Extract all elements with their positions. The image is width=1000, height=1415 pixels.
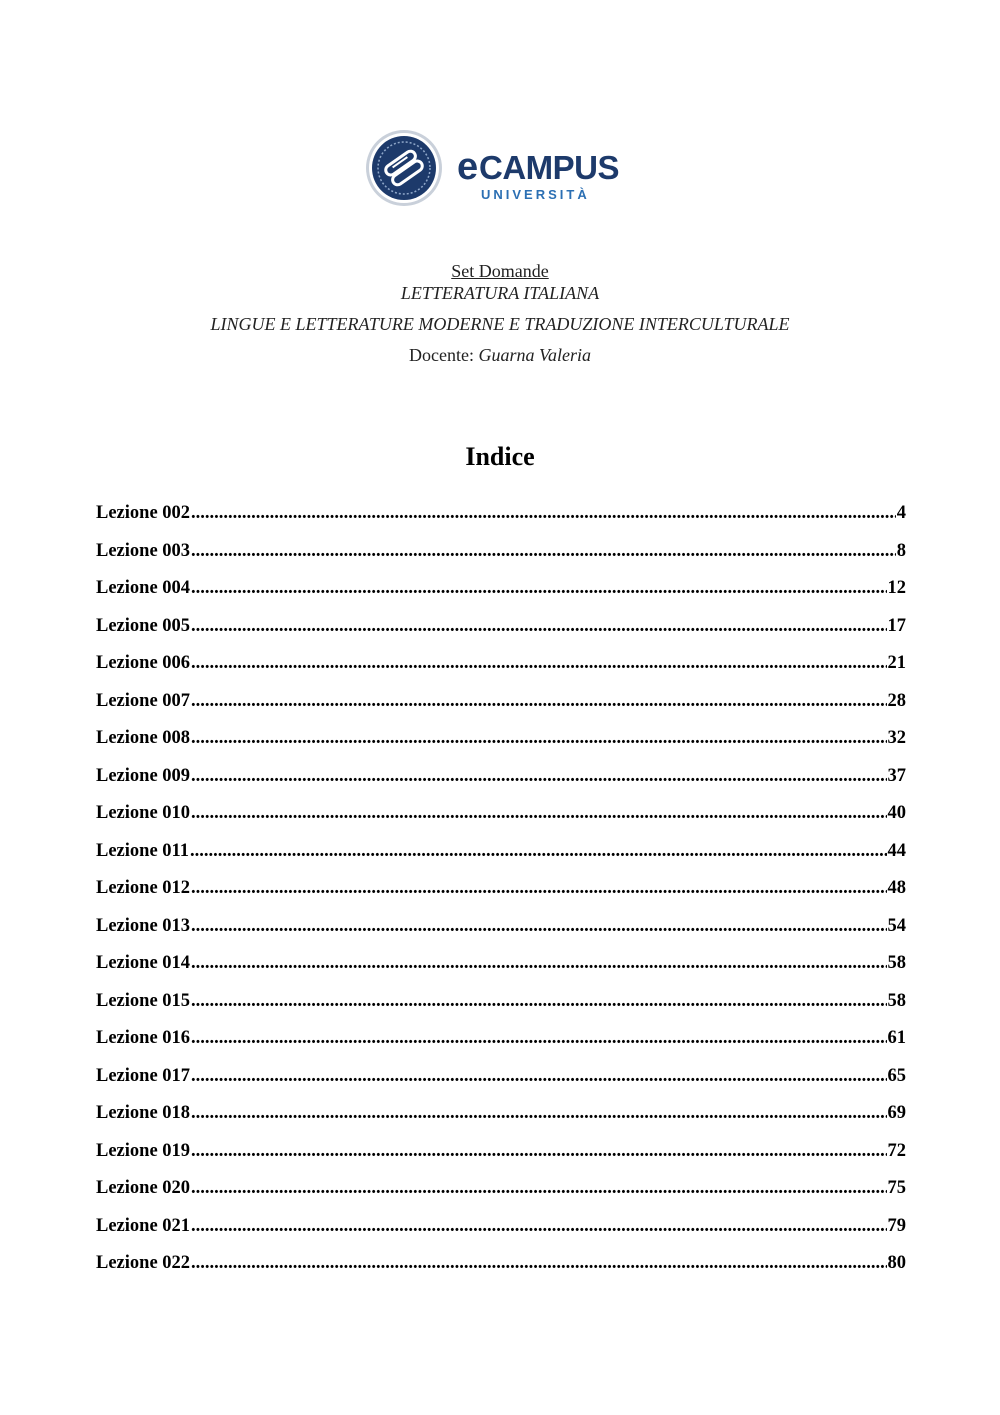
toc-entry-label: Lezione 003 xyxy=(96,540,191,561)
toc-entry-label: Lezione 008 xyxy=(96,728,191,748)
course-title: LETTERATURA ITALIANA xyxy=(400,283,600,303)
toc-entry-page: 65 xyxy=(887,1065,906,1086)
toc-entry-label: Lezione 005 xyxy=(96,615,191,636)
toc-entry[interactable] xyxy=(96,1253,906,1291)
toc-entry[interactable] xyxy=(96,991,906,1029)
toc-dot-leader xyxy=(191,916,886,937)
toc-entry-label: Lezione 004 xyxy=(96,578,191,598)
toc-entry[interactable] xyxy=(96,953,906,991)
toc-entry-label: Lezione 011 xyxy=(96,840,190,861)
brand-sub: UNIVERSITÀ xyxy=(481,187,590,202)
toc-dot-leader xyxy=(191,616,886,637)
toc-entry-page: 54 xyxy=(887,915,906,936)
degree-title: LINGUE E LETTERATURE MODERNE E TRADUZIONE INTERCULTURALE xyxy=(210,314,790,334)
toc-entry-label: Lezione 020 xyxy=(96,1178,191,1198)
toc-entry-label: Lezione 018 xyxy=(96,1103,191,1123)
toc-dot-leader xyxy=(191,991,886,1012)
toc-entry-page: 61 xyxy=(887,1028,906,1048)
toc-entry[interactable] xyxy=(96,616,906,654)
toc-dot-leader xyxy=(191,1216,886,1237)
toc-entry[interactable] xyxy=(96,1178,906,1216)
toc-entry[interactable] xyxy=(96,1216,906,1254)
toc-entry-page: 17 xyxy=(887,615,906,636)
toc-entry-label: Lezione 022 xyxy=(96,1253,191,1273)
toc-entry[interactable] xyxy=(96,1066,906,1104)
toc-entry[interactable] xyxy=(96,578,906,616)
toc-entry-page: 37 xyxy=(887,765,906,786)
toc-entry-label: Lezione 009 xyxy=(96,765,191,786)
ecampus-emblem-icon xyxy=(366,130,442,206)
toc-dot-leader xyxy=(191,503,896,524)
toc-entry-page: 69 xyxy=(887,1103,906,1123)
toc-dot-leader xyxy=(191,1253,886,1274)
toc-entry-page: 28 xyxy=(887,690,906,711)
toc-entry[interactable] xyxy=(96,803,906,841)
toc-entry-label: Lezione 007 xyxy=(96,690,191,711)
teacher-line xyxy=(0,344,1000,366)
toc-entry-label: Lezione 010 xyxy=(96,803,191,823)
ecampus-logo xyxy=(365,127,635,209)
toc-entry[interactable] xyxy=(96,728,906,766)
toc-entry-page: 44 xyxy=(887,840,906,861)
toc-entry[interactable] xyxy=(96,541,906,579)
toc-dot-leader xyxy=(191,653,886,674)
toc-entry-page: 48 xyxy=(887,878,906,898)
teacher-prefix: Docente: xyxy=(409,345,479,365)
set-label: Set Domande xyxy=(451,261,549,281)
toc-dot-leader xyxy=(191,766,886,787)
toc-dot-leader xyxy=(191,691,886,712)
table-of-contents xyxy=(96,503,906,1291)
toc-entry[interactable] xyxy=(96,841,906,879)
toc-dot-leader xyxy=(191,541,896,562)
toc-entry-label: Lezione 013 xyxy=(96,915,191,936)
toc-dot-leader xyxy=(191,728,886,749)
toc-entry-page: 58 xyxy=(887,990,906,1011)
toc-dot-leader xyxy=(190,841,886,862)
toc-entry[interactable] xyxy=(96,916,906,954)
toc-entry-label: Lezione 019 xyxy=(96,1140,191,1161)
toc-dot-leader xyxy=(191,878,886,899)
toc-entry[interactable] xyxy=(96,766,906,804)
toc-dot-leader xyxy=(191,953,886,974)
toc-entry-label: Lezione 006 xyxy=(96,653,191,673)
toc-dot-leader xyxy=(191,578,886,599)
toc-entry-page: 80 xyxy=(887,1253,906,1273)
toc-entry-label: Lezione 002 xyxy=(96,503,191,523)
toc-entry[interactable] xyxy=(96,653,906,691)
toc-entry[interactable] xyxy=(96,1141,906,1179)
toc-entry-page: 79 xyxy=(887,1215,906,1236)
toc-entry-page: 8 xyxy=(896,540,906,561)
brand-e: e xyxy=(457,146,479,188)
toc-entry[interactable] xyxy=(96,1103,906,1141)
toc-entry-label: Lezione 014 xyxy=(96,953,191,973)
toc-entry-label: Lezione 015 xyxy=(96,990,191,1011)
toc-entry-label: Lezione 021 xyxy=(96,1215,191,1236)
toc-entry-label: Lezione 017 xyxy=(96,1065,191,1086)
toc-entry-page: 58 xyxy=(887,953,906,973)
toc-entry[interactable] xyxy=(96,878,906,916)
toc-entry-page: 21 xyxy=(887,653,906,673)
toc-entry-label: Lezione 016 xyxy=(96,1028,191,1048)
toc-entry[interactable] xyxy=(96,503,906,541)
toc-entry-page: 72 xyxy=(887,1140,906,1161)
toc-entry[interactable] xyxy=(96,691,906,729)
toc-entry-page: 32 xyxy=(887,728,906,748)
toc-dot-leader xyxy=(191,1066,886,1087)
toc-entry-page: 12 xyxy=(887,578,906,598)
toc-dot-leader xyxy=(191,803,886,824)
toc-entry-page: 4 xyxy=(896,503,906,523)
brand-name: CAMPUS xyxy=(479,149,620,186)
document-header xyxy=(0,260,1000,366)
toc-entry-page: 40 xyxy=(887,803,906,823)
toc-entry-label: Lezione 012 xyxy=(96,878,191,898)
toc-dot-leader xyxy=(191,1028,886,1049)
teacher-name: Guarna Valeria xyxy=(478,345,591,365)
toc-entry-page: 75 xyxy=(887,1178,906,1198)
toc-entry[interactable] xyxy=(96,1028,906,1066)
toc-dot-leader xyxy=(191,1103,886,1124)
index-title: Indice xyxy=(465,442,535,471)
toc-dot-leader xyxy=(191,1141,886,1162)
toc-dot-leader xyxy=(191,1178,886,1199)
